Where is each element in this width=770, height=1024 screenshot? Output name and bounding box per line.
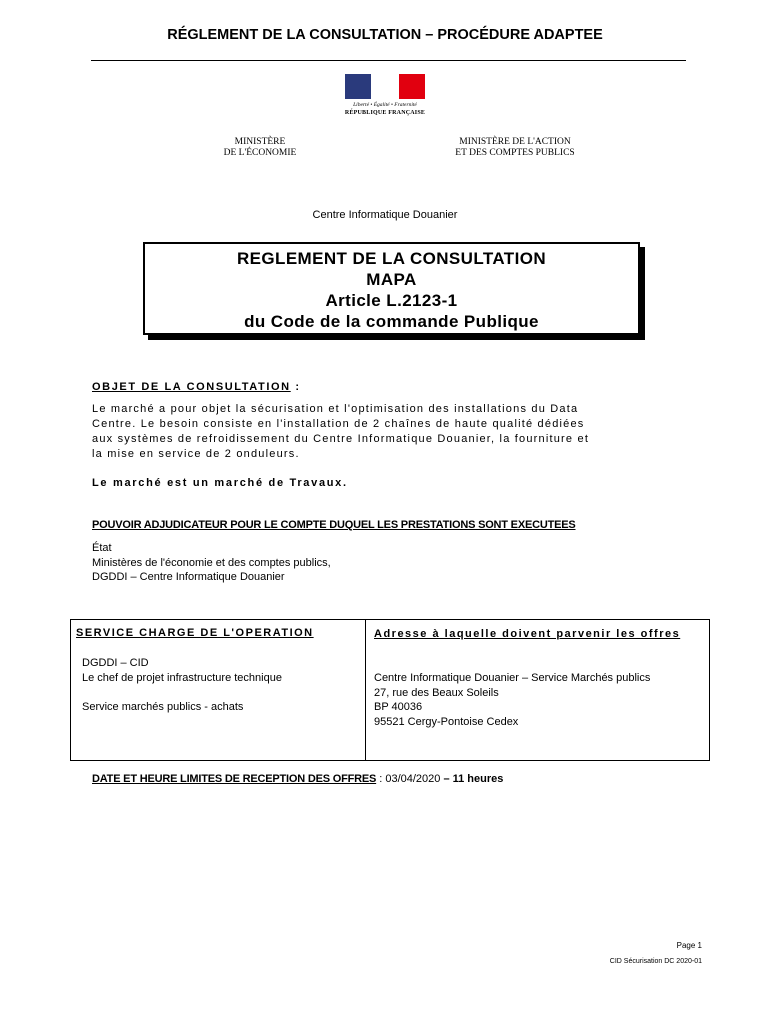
service-line: Service marchés publics - achats xyxy=(82,700,244,713)
ministry-economy xyxy=(200,137,320,159)
title-line-2: MAPA xyxy=(366,270,417,289)
objet-paragraph xyxy=(92,402,672,462)
page-number: Page 1 xyxy=(676,941,702,950)
deadline-label: DATE ET HEURE LIMITES DE RECEPTION DES OFFRES xyxy=(92,773,377,785)
objet-heading-colon: : xyxy=(290,381,301,393)
ministry-public-action xyxy=(440,137,590,159)
service-details xyxy=(82,656,282,714)
deadline-time: 11 heures xyxy=(452,773,504,785)
ministry-economy-line2: DE L'ÉCONOMIE xyxy=(223,148,297,158)
title-line-4: du Code de la commande Publique xyxy=(244,312,539,331)
adresse-details xyxy=(374,671,650,729)
deadline-separator: : xyxy=(376,773,386,785)
adresse-line: Centre Informatique Douanier – Service Marchés publics xyxy=(374,672,651,684)
service-line: DGDDI – CID xyxy=(82,657,149,669)
document-reference: CID Sécurisation DC 2020-01 xyxy=(609,958,702,965)
page-header-title: RÉGLEMENT DE LA CONSULTATION – PROCÉDURE ADAPTEE xyxy=(167,27,603,43)
header-divider xyxy=(91,60,686,61)
pouvoir-details xyxy=(92,541,331,585)
deadline-dash: – xyxy=(440,773,453,785)
deadline-date: 03/04/2020 xyxy=(385,773,441,785)
service-line: Le chef de projet infrastructure technique xyxy=(82,671,282,684)
tricolor-flag-icon xyxy=(345,74,425,99)
objet-heading-text: OBJET DE LA CONSULTATION xyxy=(92,381,291,393)
republic-motto: Liberté • Égalité • Fraternité xyxy=(353,102,417,108)
ministry-action-line2: ET DES COMPTES PUBLICS xyxy=(455,148,575,158)
objet-heading xyxy=(92,381,301,393)
pouvoir-heading: POUVOIR ADJUDICATEUR POUR LE COMPTE DUQUEL LES PRESTATIONS SONT EXECUTEES xyxy=(92,519,576,531)
issuer-name: Centre Informatique Douanier xyxy=(312,209,458,221)
objet-line: Centre. Le besoin consiste en l'installation de 2 chaînes de haute qualité dédiées xyxy=(92,418,585,430)
title-line-3: Article L.2123-1 xyxy=(325,291,458,310)
ministry-economy-line1: MINISTÈRE xyxy=(234,137,286,147)
pouvoir-line: DGDDI – Centre Informatique Douanier xyxy=(92,571,285,583)
adresse-line: 27, rue des Beaux Soleils xyxy=(374,686,499,699)
pouvoir-line: Ministères de l'économie et des comptes publics, xyxy=(92,556,331,569)
adresse-heading: Adresse à laquelle doivent parvenir les offres xyxy=(374,628,681,640)
marianne-logo xyxy=(344,74,426,116)
republic-name: RÉPUBLIQUE FRANÇAISE xyxy=(344,110,426,116)
objet-line: aux systèmes de refroidissement du Centre Informatique Douanier, la fourniture et xyxy=(92,433,590,445)
table-column-divider xyxy=(365,620,366,760)
service-heading: SERVICE CHARGE DE L'OPERATION xyxy=(76,627,314,639)
service-line-spacer xyxy=(82,685,282,700)
pouvoir-line: État xyxy=(92,542,112,554)
market-type-statement: Le marché est un marché de Travaux. xyxy=(92,477,348,489)
operation-table xyxy=(70,619,710,761)
adresse-line: 95521 Cergy-Pontoise Cedex xyxy=(374,715,519,728)
objet-line: la mise en service de 2 onduleurs. xyxy=(92,448,300,460)
ministry-action-line1: MINISTÈRE DE L'ACTION xyxy=(459,137,571,147)
adresse-line: BP 40036 xyxy=(374,701,423,713)
title-line-1: REGLEMENT DE LA CONSULTATION xyxy=(237,249,546,268)
objet-line: Le marché a pour objet la sécurisation et l'optimisation des installations du Data xyxy=(92,403,579,415)
document-title-box xyxy=(143,242,640,335)
deadline-line xyxy=(92,773,503,785)
